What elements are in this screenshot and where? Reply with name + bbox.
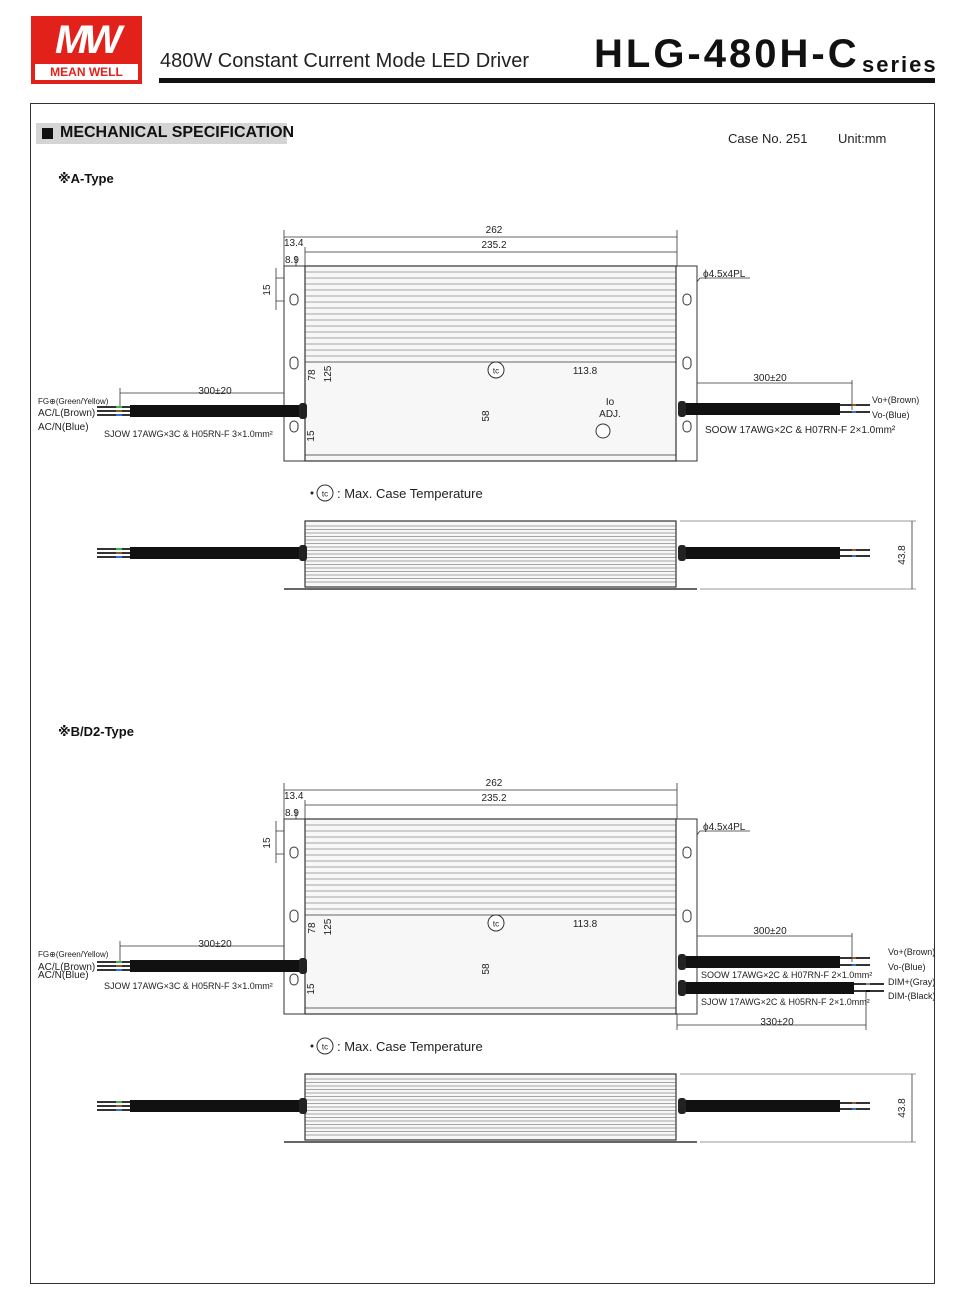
dim-height-bottom: 15 (306, 983, 317, 995)
dim-height-bottom: 15 (306, 430, 317, 442)
dim-depth: 43.8 (897, 545, 908, 565)
input-cable (97, 1098, 307, 1114)
dim-width: 125 (323, 365, 334, 383)
dim-tc-x: 113.8 (572, 366, 598, 377)
b-type-tc-note (0, 1035, 964, 1057)
dim-hole-spacing: 78 (307, 922, 318, 934)
output-cable (678, 401, 870, 417)
dim-tc-y: 58 (481, 410, 492, 422)
dim-end-offset: 13.4 (284, 791, 304, 802)
dim-end-offset: 13.4 (284, 238, 304, 249)
tc-symbol: tc (492, 366, 500, 376)
dim-overall-length: 262 (485, 778, 503, 789)
tc-symbol: tc (492, 919, 500, 929)
adj-label: ADJ. (599, 409, 621, 420)
section-bullet-icon (42, 128, 53, 139)
b-type-side-view (0, 1068, 964, 1148)
driver-body (305, 266, 676, 461)
dim-height-top: 15 (262, 837, 273, 849)
bullet-dot (311, 1045, 314, 1048)
model-title: HLG-480H-C (594, 32, 860, 76)
input-fg-label: FG⊕(Green/Yellow) (38, 397, 109, 406)
b-type-label: ※B/D2-Type (58, 724, 134, 739)
output-cable-length: 300±20 (753, 373, 787, 384)
output-cable-spec: SOOW 17AWG×2C & H07RN-F 2×1.0mm² (705, 425, 896, 436)
a-type-label: ※A-Type (58, 171, 114, 186)
hole-spec: ϕ4.5x4PL (703, 269, 746, 280)
input-cable (97, 403, 307, 419)
input-n-label: AC/N(Blue) (38, 422, 89, 433)
output-cable (678, 545, 870, 561)
output-vplus-label: Vo+(Brown) (872, 395, 920, 405)
dim-body-length: 235.2 (481, 240, 507, 251)
series-label: series (862, 52, 938, 77)
dim-plus-label: DIM+(Gray) (888, 977, 936, 987)
input-cable-length: 300±20 (198, 939, 232, 950)
output-cable (678, 954, 870, 970)
dim-tc-x: 113.8 (572, 919, 598, 930)
dim-hole-offset: 8.9 (285, 255, 299, 266)
input-cable-spec: SJOW 17AWG×3C & H05RN-F 3×1.0mm² (104, 429, 273, 439)
hole-spec: ϕ4.5x4PL (703, 822, 746, 833)
input-cable-spec: SJOW 17AWG×3C & H05RN-F 3×1.0mm² (104, 981, 273, 991)
dim-tc-y: 58 (481, 963, 492, 975)
dim-height-top: 15 (262, 284, 273, 296)
dim-cable-length: 330±20 (760, 1017, 794, 1028)
a-type-tc-note (0, 482, 964, 504)
logo-mark: MW (54, 18, 119, 62)
tc-symbol: tc (321, 1042, 329, 1052)
dim-body-length: 235.2 (481, 793, 507, 804)
dim-minus-label: DIM-(Black) (888, 991, 936, 1001)
output-vminus-label: Vo-(Blue) (888, 962, 926, 972)
bullet-dot (311, 492, 314, 495)
io-adj-potentiometer-icon (596, 424, 610, 438)
tc-symbol: tc (321, 489, 329, 499)
output-cable-length: 300±20 (753, 926, 787, 937)
input-l-label: AC/L(Brown) (38, 408, 96, 419)
input-fg-label: FG⊕(Green/Yellow) (38, 950, 109, 959)
output-vminus-label: Vo-(Blue) (872, 410, 910, 420)
dim-hole-spacing: 78 (307, 369, 318, 381)
a-type-top-view (0, 220, 964, 470)
case-number: Case No. 251 (728, 131, 808, 146)
dim-hole-offset: 8.9 (285, 808, 299, 819)
b-type-top-view (0, 773, 964, 1031)
unit-label: Unit:mm (838, 131, 887, 146)
dim-overall-length: 262 (485, 225, 503, 236)
logo-name: MEAN WELL (35, 64, 138, 80)
output-vplus-label: Vo+(Brown) (888, 947, 936, 957)
dim-cable (678, 980, 884, 996)
section-title: MECHANICAL SPECIFICATION (60, 124, 295, 141)
a-type-side-view (0, 515, 964, 595)
section-heading (36, 123, 295, 144)
tc-note-text: : Max. Case Temperature (337, 486, 483, 501)
input-cable (97, 545, 307, 561)
header-rule (159, 78, 935, 83)
input-n-label: AC/N(Blue) (38, 970, 89, 981)
product-subtitle: 480W Constant Current Mode LED Driver (160, 50, 530, 72)
input-cable (97, 958, 307, 974)
dim-depth: 43.8 (897, 1098, 908, 1118)
input-cable-length: 300±20 (198, 386, 232, 397)
output-cable (678, 1098, 870, 1114)
dim-width: 125 (323, 918, 334, 936)
dim-cable-spec: SJOW 17AWG×2C & H05RN-F 2×1.0mm² (701, 997, 870, 1007)
io-label: Io (605, 397, 615, 408)
driver-body (305, 819, 676, 1014)
input-l-label: AC/L(Brown) (38, 962, 96, 973)
tc-note-text: : Max. Case Temperature (337, 1039, 483, 1054)
output-cable-spec: SOOW 17AWG×2C & H07RN-F 2×1.0mm² (701, 970, 873, 980)
meanwell-logo (31, 16, 142, 84)
